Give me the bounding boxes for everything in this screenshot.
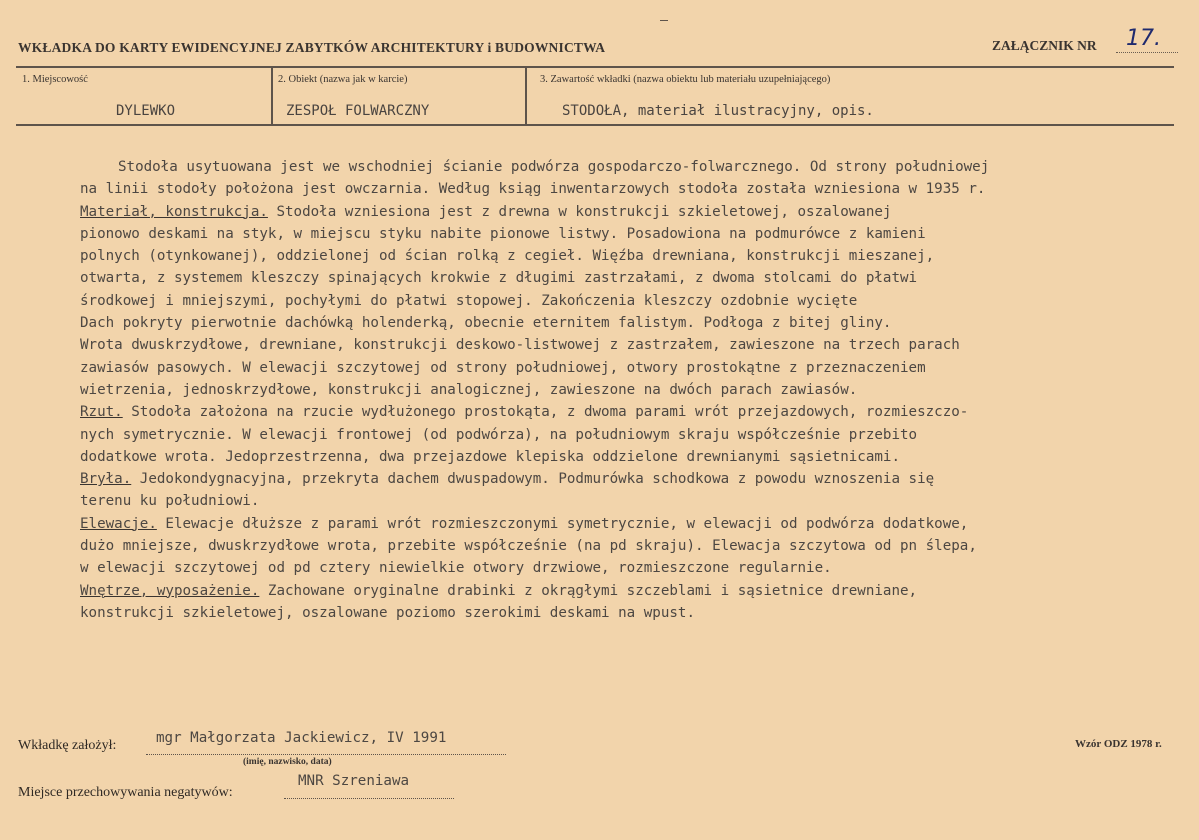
storage-value: MNR Szreniawa (298, 773, 410, 789)
section-heading: Rzut. (80, 404, 123, 421)
description-segment: pionowo deskami na styk, w miejscu styku nabite pionowe listwy. Posadowiona na podmurówce z kamieni (80, 225, 926, 242)
field-label-locality: 1. Miejscowość (22, 74, 88, 85)
description-segment: dużo mniejsze, dwuskrzydłowe wrota, przebite współcześnie (na pd skraju). Elewacja szczytowa od pn ślepa, (80, 538, 977, 555)
attachment-dotted-line (1116, 52, 1178, 53)
description-line (80, 401, 1180, 423)
field-value-contents: STODOŁA, materiał ilustracyjny, opis. (562, 103, 874, 119)
form-code: Wzór ODZ 1978 r. (1075, 738, 1162, 750)
description-segment: zawiasów pasowych. W elewacji szczytowej od strony południowej, otwory prostokątne z przeznaczeniem (80, 359, 926, 376)
description-segment: Stodoła usytuowana jest we wschodniej ścianie podwórza gospodarczo-folwarcznego. Od strony południowej (118, 159, 990, 175)
description-line (80, 178, 1180, 200)
description-segment: polnych (otynkowanej), oddzielonej od ścian rolką z cegieł. Więźba drewniana, konstrukcji mieszanej, (80, 248, 935, 265)
field-label-contents: 3. Zawartość wkładki (nazwa obiektu lub materiału uzupełniającego) (540, 74, 831, 85)
description-segment: terenu ku południowi. (80, 493, 260, 510)
description-line (80, 557, 1180, 579)
description-line (80, 490, 1180, 512)
author-dotted-line (146, 754, 506, 755)
description-segment: Wrota dwuskrzydłowe, drewniane, konstrukcji deskowo-listwowej z zastrzałem, zawieszone na trzech parach (80, 337, 960, 354)
description-segment: otwarta, z systemem kleszczy spinających krokwie z długimi zastrzałami, z dwoma stolcami do płatwi (80, 270, 918, 287)
description-segment: w elewacji szczytowej od pd cztery niewielkie otwory drzwiowe, rozmieszczone regularnie. (80, 560, 832, 577)
column-divider-2 (525, 66, 527, 126)
description-segment: Elewacje dłuższe z parami wrót rozmieszczonymi symetrycznie, w elewacji od podwórza dodatkowe, (156, 515, 969, 532)
description-segment: nych symetrycznie. W elewacji frontowej (od podwórza), na południowym skraju współcześnie przebito (80, 426, 918, 443)
storage-dotted-line (284, 798, 454, 799)
description-segment: wietrzenia, jednoskrzydłowe, konstrukcji analogicznej, zawieszone na dwóch parach zawiasów. (80, 381, 858, 398)
description-segment: Jedokondygnacyjna, przekryta dachem dwuspadowym. Podmurówka schodkowa z powodu wznoszenia się (131, 471, 935, 488)
description-text (80, 156, 1180, 624)
description-segment: środkowej i mniejszymi, pochyłymi do płatwi stopowej. Zakończenia kleszczy ozdobnie wycięte (80, 292, 858, 309)
table-top-rule (16, 66, 1174, 68)
author-note: (imię, nazwisko, data) (243, 757, 332, 767)
description-segment: dodatkowe wrota. Jedoprzestrzenna, dwa przejazdowe klepiska oddzielone drewnianymi sąsietnicami. (80, 448, 900, 465)
description-line (80, 424, 1180, 446)
description-line (80, 513, 1180, 535)
description-line (80, 267, 1180, 289)
attachment-label: ZAŁĄCZNIK NR (992, 38, 1097, 53)
description-line (80, 468, 1180, 490)
description-line (80, 245, 1180, 267)
description-line (80, 602, 1180, 624)
description-line (80, 580, 1180, 602)
description-segment: na linii stodoły położona jest owczarnia. Według ksiąg inwentarzowych stodoła została wzniesiona w 1935 r. (80, 181, 986, 198)
description-segment: Zachowane oryginalne drabinki z okrągłymi szczeblami i sąsietnice drewniane, (259, 582, 918, 599)
column-divider-1 (271, 66, 273, 126)
description-line (80, 334, 1180, 356)
section-heading: Materiał, konstrukcja. (80, 203, 268, 220)
attachment-number: 17. (1126, 26, 1161, 51)
description-line (80, 290, 1180, 312)
author-value: mgr Małgorzata Jackiewicz, IV 1991 (156, 730, 447, 746)
description-segment: Stodoła wzniesiona jest z drewna w konstrukcji szkieletowej, oszalowanej (267, 203, 892, 220)
field-value-locality: DYLEWKO (116, 103, 176, 119)
description-segment: Stodoła założona na rzucie wydłużonego prostokąta, z dwoma parami wrót przejazdowych, rozmieszczo- (122, 404, 969, 421)
description-line (80, 446, 1180, 468)
punch-mark (660, 20, 668, 29)
description-line (80, 223, 1180, 245)
section-heading: Wnętrze, wyposażenie. (80, 582, 260, 599)
section-heading: Bryła. (80, 471, 132, 488)
description-segment: Dach pokryty pierwotnie dachówką holenderką, obecnie eternitem falistym. Podłoga z bitej gliny. (80, 315, 892, 332)
author-label: Wkładkę założył: (18, 738, 117, 753)
description-segment: konstrukcji szkieletowej, oszalowane poziomo szerokimi deskami na wpust. (80, 604, 695, 621)
description-line (80, 156, 1180, 178)
document-title: WKŁADKA DO KARTY EWIDENCYJNEJ ZABYTKÓW ARCHITEKTURY i BUDOWNICTWA (18, 40, 606, 55)
storage-label: Miejsce przechowywania negatywów: (18, 785, 233, 800)
table-bottom-rule (16, 124, 1174, 126)
description-line (80, 312, 1180, 334)
description-line (80, 535, 1180, 557)
description-line (80, 357, 1180, 379)
description-line (80, 201, 1180, 223)
field-label-object: 2. Obiekt (nazwa jak w karcie) (278, 74, 408, 85)
field-value-object: ZESPOŁ FOLWARCZNY (286, 103, 430, 119)
description-line (80, 379, 1180, 401)
section-heading: Elewacje. (80, 515, 157, 532)
